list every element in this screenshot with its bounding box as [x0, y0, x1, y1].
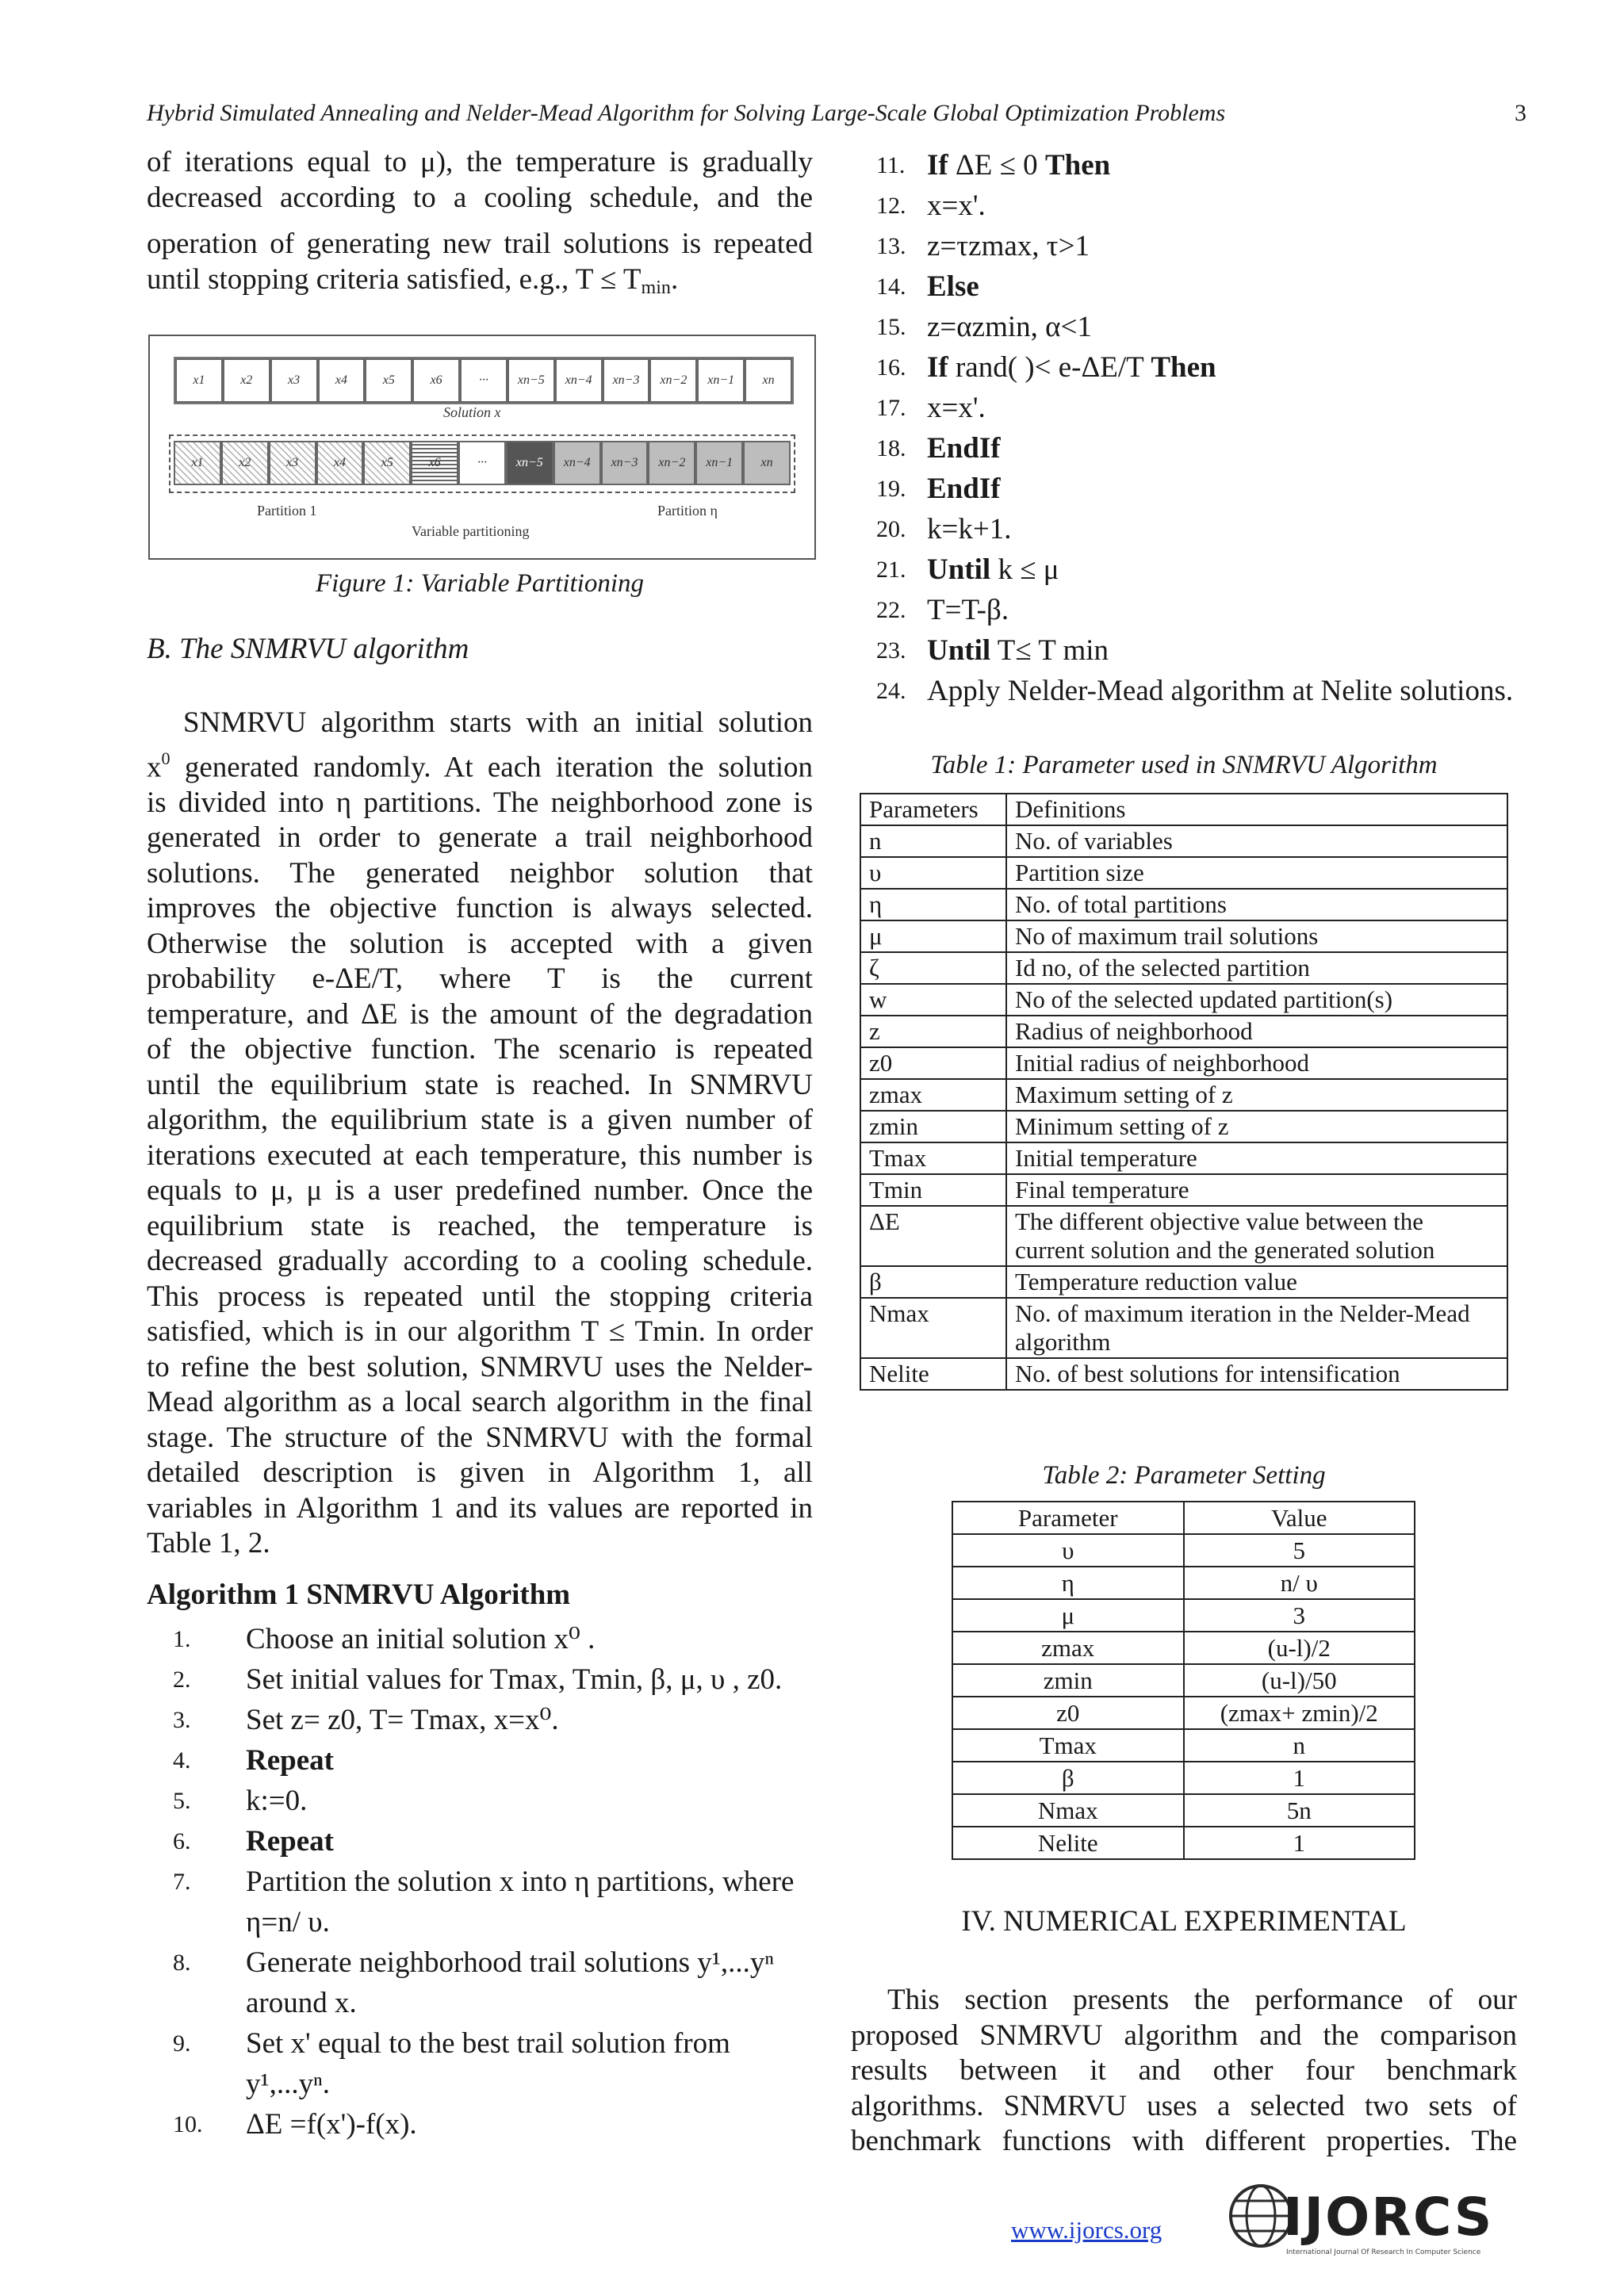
section4-text	[851, 1983, 1517, 2160]
table-cell: No of maximum trail solutions	[1006, 920, 1507, 952]
algo-step-number: 1.	[173, 1626, 191, 1652]
table-cell: No of the selected updated partition(s)	[1006, 984, 1507, 1016]
algo-step-text: z=τzmax, τ>1	[927, 230, 1090, 262]
s4-line: algorithms. SNMRVU uses a selected two sets of	[851, 2089, 1517, 2122]
para-line: satisfied, which is in our algorithm T ≤ Tmin. In order	[147, 1315, 813, 1349]
table-row	[860, 984, 1507, 1016]
algo-step-text: Set x' equal to the best trail solution from	[246, 2027, 730, 2060]
table-row	[952, 1599, 1415, 1632]
table-cell: 1	[1184, 1762, 1415, 1794]
algo-step-number: 14.	[876, 274, 906, 300]
table1-caption: Table 1: Parameter used in SNMRVU Algorithm	[930, 751, 1438, 779]
partitioned-row	[174, 441, 791, 485]
algo-step	[876, 590, 1526, 630]
algo-step	[876, 347, 1526, 388]
table-cell: Minimum setting of z	[1006, 1111, 1507, 1142]
table-cell: υ	[860, 857, 1006, 889]
algo-step-number: 23.	[876, 637, 906, 664]
table-row	[952, 1664, 1415, 1697]
algo-step	[876, 509, 1526, 549]
figure-cell: x3	[269, 441, 316, 485]
algo-step	[173, 1862, 823, 1902]
table2	[952, 1501, 1415, 1860]
figure-cell: x5	[363, 441, 411, 485]
algo-step-number: 9.	[173, 2030, 191, 2057]
table-cell: Initial temperature	[1006, 1142, 1507, 1174]
table-cell: β	[860, 1266, 1006, 1298]
solution-row	[174, 357, 794, 404]
table-cell: n/ υ	[1184, 1567, 1415, 1599]
table-row	[952, 1502, 1415, 1534]
table-cell: zmin	[860, 1111, 1006, 1142]
table-cell: η	[952, 1567, 1184, 1599]
table-row	[952, 1827, 1415, 1859]
algo-step-text: EndIf	[927, 473, 1001, 505]
algo-step-text: Set initial values for Tmax, Tmin, β, μ, υ , z0.	[246, 1663, 783, 1696]
table-cell: w	[860, 984, 1006, 1016]
table-cell: β	[952, 1762, 1184, 1794]
algo-step-text: z=αzmin, α<1	[927, 311, 1092, 343]
figure-cell: x1	[175, 358, 223, 403]
algo-step-number: 6.	[173, 1828, 191, 1854]
para-line: generated in order to generate a trail neighborhood	[147, 821, 813, 855]
algo-step-number: 7.	[173, 1869, 191, 1895]
algo-step-text: Until T≤ T min	[927, 634, 1109, 667]
table-cell: η	[860, 889, 1006, 920]
table-cell: zmin	[952, 1664, 1184, 1697]
solution-label: Solution x	[443, 404, 501, 420]
table-cell: μ	[952, 1599, 1184, 1632]
table-cell: Final temperature	[1006, 1174, 1507, 1206]
algo-step-number: 3.	[173, 1707, 191, 1733]
table-cell: n	[860, 825, 1006, 857]
algo-step-number	[173, 1902, 246, 1942]
table-cell: (u-l)/2	[1184, 1632, 1415, 1664]
s4-line: proposed SNMRVU algorithm and the comparison	[851, 2019, 1517, 2052]
table-cell: Nmax	[860, 1298, 1006, 1358]
algo-step-text: Partition the solution x into η partitions, where	[246, 1866, 795, 1898]
algo-step-text: Repeat	[246, 1744, 334, 1777]
table-row	[952, 1567, 1415, 1599]
algo-step	[173, 1781, 823, 1821]
table-cell: The different objective value between the current solution and the generated solution	[1006, 1206, 1507, 1266]
figure-cell: x4	[316, 441, 364, 485]
para-line: algorithm, the equilibrium state is a given number of	[147, 1104, 813, 1137]
table-cell: Temperature reduction value	[1006, 1266, 1507, 1298]
algo-step-text: Set z= z0, T= Tmax, x=x⁰.	[246, 1704, 559, 1736]
table-cell: Initial radius of neighborhood	[1006, 1047, 1507, 1079]
algorithm-title: Algorithm 1 SNMRVU Algorithm	[147, 1578, 571, 1611]
algo-step-number: 16.	[876, 354, 906, 381]
table-row	[952, 1794, 1415, 1827]
figure-cell: x3	[270, 358, 318, 403]
algo-step	[876, 428, 1526, 469]
table-cell: No. of variables	[1006, 825, 1507, 857]
algo-step-text: Generate neighborhood trail solutions y¹,...yⁿ	[246, 1946, 774, 1979]
algo-step-text: y¹,...yⁿ.	[246, 2068, 330, 2100]
algo-step-number: 22.	[876, 597, 906, 623]
algo-step-number: 21.	[876, 557, 906, 583]
figure-cell: x6	[411, 441, 458, 485]
table-row	[860, 1266, 1507, 1298]
journal-logo	[1213, 2172, 1499, 2267]
algo-step-text: Repeat	[246, 1825, 334, 1858]
algo-step	[876, 671, 1526, 711]
algo-step	[173, 1942, 823, 1983]
algo-step-number: 8.	[173, 1950, 191, 1976]
algo-step-number: 12.	[876, 193, 906, 219]
figure-cell: xn−2	[649, 358, 697, 403]
algo-step	[876, 226, 1526, 266]
figure-cell: x6	[412, 358, 460, 403]
table-cell: Id no, of the selected partition	[1006, 952, 1507, 984]
page-number: 3	[1515, 100, 1526, 126]
figure-cell: xn−2	[648, 441, 695, 485]
figure-cell: xn−1	[697, 358, 745, 403]
logo-subtitle: International Journal Of Research In Computer Science	[1286, 2248, 1481, 2256]
algo-step	[876, 469, 1526, 509]
figure-cell: ···	[458, 441, 506, 485]
intro-line: decreased according to a cooling schedule, and the	[147, 181, 813, 214]
table-cell: Partition size	[1006, 857, 1507, 889]
para-line: variables in Algorithm 1 and its values are reported in	[147, 1491, 813, 1525]
table-row	[860, 1142, 1507, 1174]
algo-step-text: η=n/ υ.	[246, 1906, 330, 1938]
para-line: probability e-ΔE/T, where T is the current	[147, 962, 813, 996]
para-line: until the equilibrium state is reached. In SNMRVU	[147, 1068, 813, 1101]
table1	[860, 793, 1508, 1391]
para-line: is divided into η partitions. The neighborhood zone is	[147, 786, 813, 819]
algo-step-number: 19.	[876, 476, 906, 502]
algo-step-text: x=x'.	[927, 189, 986, 222]
algo-step	[876, 266, 1526, 307]
table-cell: Tmax	[860, 1142, 1006, 1174]
algo-step-number: 11.	[876, 152, 906, 178]
algo-step	[173, 2104, 823, 2145]
table-cell: υ	[952, 1534, 1184, 1567]
figure-cell: xn−5	[506, 441, 553, 485]
table-row	[860, 857, 1507, 889]
algo-step	[876, 549, 1526, 590]
table-row	[860, 952, 1507, 984]
algo-step-number: 2.	[173, 1667, 191, 1693]
table-cell: zmax	[860, 1079, 1006, 1111]
intro-line-last: until stopping criteria satisfied, e.g., $T \le T_{min}$.	[147, 262, 679, 298]
intro-line: of iterations equal to μ), the temperature is gradually	[147, 146, 813, 178]
table-cell: ΔE	[860, 1206, 1006, 1266]
algo-step-text: Until k ≤ μ	[927, 553, 1059, 586]
algo-step-text: Else	[927, 270, 979, 303]
header-title: Hybrid Simulated Annealing and Nelder-Mead Algorithm for Solving Large-Scale Global Optimization Problems	[147, 100, 1226, 126]
intro-line: operation of generating new trail solutions is repeated	[147, 228, 813, 260]
table-cell: Nmax	[952, 1794, 1184, 1827]
algo-step-number: 24.	[876, 678, 906, 704]
table-row	[952, 1632, 1415, 1664]
table-cell: Parameters	[860, 794, 1006, 825]
table-cell: 5n	[1184, 1794, 1415, 1827]
table-cell: n	[1184, 1729, 1415, 1762]
table-cell: Definitions	[1006, 794, 1507, 825]
algo-step-text: T=T-β.	[927, 594, 1009, 626]
para-line: to refine the best solution, SNMRVU uses the Nelder-	[147, 1350, 813, 1383]
algo-step	[876, 186, 1526, 226]
para-line: equilibrium state is reached, the temperature is	[147, 1209, 813, 1242]
figure-cell: xn−4	[553, 441, 601, 485]
table-row	[952, 1729, 1415, 1762]
para-line: equals to μ, μ is a user predefined number. Once the	[147, 1174, 813, 1207]
partition-1-label: Partition 1	[257, 503, 317, 519]
algo-step-number: 13.	[876, 233, 906, 259]
algo-step-number	[173, 1983, 246, 2023]
table-row	[860, 1047, 1507, 1079]
table-cell: 3	[1184, 1599, 1415, 1632]
table-cell: Value	[1184, 1502, 1415, 1534]
s4-line: results between it and other four benchmark	[851, 2054, 1517, 2087]
para-line: Table 1, 2.	[147, 1527, 270, 1560]
table-cell: No. of best solutions for intensification	[1006, 1358, 1507, 1390]
algo-step	[173, 1700, 823, 1740]
running-header	[147, 100, 1526, 127]
intro-text	[147, 145, 813, 305]
s4-line: benchmark functions with different properties. The	[851, 2125, 1517, 2157]
algo-step	[173, 1902, 823, 1942]
table-cell: (zmax+ zmin)/2	[1184, 1697, 1415, 1729]
algo-step-number: 18.	[876, 435, 906, 461]
algo-step	[876, 630, 1526, 671]
algo-step	[173, 1821, 823, 1862]
table-cell: μ	[860, 920, 1006, 952]
algo-step	[876, 145, 1526, 186]
figure-caption: Figure 1: Variable Partitioning	[316, 569, 644, 598]
table-cell: zmax	[952, 1632, 1184, 1664]
table-cell: z0	[952, 1697, 1184, 1729]
figure-cell: xn−3	[601, 441, 649, 485]
variable-partitioning-figure	[148, 335, 816, 560]
algo-step-number	[173, 2064, 246, 2104]
table-cell: Radius of neighborhood	[1006, 1016, 1507, 1047]
partition-eta-label: Partition η	[657, 503, 718, 519]
table-row	[860, 920, 1507, 952]
algo-step-text: k:=0.	[246, 1785, 308, 1817]
table-row	[860, 1358, 1507, 1390]
table-cell: Nelite	[860, 1358, 1006, 1390]
para-line: $x^0$ generated randomly. At each iteration the solution	[147, 748, 813, 784]
figure-cell: x5	[365, 358, 412, 403]
table-cell: No. of maximum iteration in the Nelder-Mead algorithm	[1006, 1298, 1507, 1358]
table-row	[952, 1534, 1415, 1567]
algo-step	[173, 1983, 823, 2023]
figure-cell: x1	[174, 441, 221, 485]
section-heading-iv: IV. NUMERICAL EXPERIMENTAL	[961, 1905, 1407, 1938]
para-line: solutions. The generated neighbor solution that	[147, 856, 813, 890]
table-row	[860, 1174, 1507, 1206]
para-line: SNMRVU algorithm starts with an initial solution	[183, 706, 813, 739]
table-row	[860, 825, 1507, 857]
figure-cell: ···	[460, 358, 508, 403]
journal-link[interactable]: www.ijorcs.org	[1011, 2216, 1162, 2244]
algo-step-number: 17.	[876, 395, 906, 421]
algorithm-description	[147, 706, 813, 1562]
algorithm-steps-left	[173, 1619, 823, 2145]
para-line: improves the objective function is always selected.	[147, 892, 813, 925]
table-row	[860, 889, 1507, 920]
algo-step-text: If rand( )< e-ΔE/T Then	[927, 351, 1216, 384]
algo-step-text: ΔE =f(x')-f(x).	[246, 2108, 417, 2141]
table-row	[952, 1762, 1415, 1794]
algo-step-number: 15.	[876, 314, 906, 340]
algo-step-number: 20.	[876, 516, 906, 542]
table-cell: z0	[860, 1047, 1006, 1079]
logo-text: IJORCS	[1283, 2187, 1494, 2248]
table-cell: 1	[1184, 1827, 1415, 1859]
figure-cell: x4	[318, 358, 366, 403]
figure-cell: xn	[743, 441, 791, 485]
algo-step	[173, 2023, 823, 2064]
table2-caption: Table 2: Parameter Setting	[1042, 1461, 1326, 1490]
table-cell: 5	[1184, 1534, 1415, 1567]
algo-step-text: k=k+1.	[927, 513, 1012, 545]
para-line: This process is repeated until the stopping criteria	[147, 1280, 813, 1313]
algo-step	[173, 1659, 823, 1700]
table-cell: No. of total partitions	[1006, 889, 1507, 920]
para-line: stage. The structure of the SNMRVU with the formal	[147, 1421, 813, 1454]
table-row	[952, 1697, 1415, 1729]
algo-step-text: Choose an initial solution x⁰ .	[246, 1623, 596, 1655]
table-row	[860, 1016, 1507, 1047]
table-row	[860, 1111, 1507, 1142]
figure-cell: xn−5	[508, 358, 555, 403]
figure-cell: xn−4	[555, 358, 603, 403]
para-line: decreased gradually according to a cooling schedule.	[147, 1245, 813, 1278]
algo-step	[173, 2064, 823, 2104]
table-row	[860, 1298, 1507, 1358]
algo-step	[876, 388, 1526, 428]
algo-step-text: around x.	[246, 1987, 357, 2019]
table-cell: Nelite	[952, 1827, 1184, 1859]
algorithm-steps-right	[876, 145, 1526, 711]
section-heading-b: B. The SNMRVU algorithm	[147, 633, 469, 665]
table-row	[860, 794, 1507, 825]
figure-cell: xn	[745, 358, 792, 403]
s4-line: This section presents the performance of our	[887, 1984, 1517, 2016]
para-line: detailed description is given in Algorithm 1, all	[147, 1456, 813, 1490]
algo-step-number: 5.	[173, 1788, 191, 1814]
table-cell: ζ	[860, 952, 1006, 984]
algo-step-number: 10.	[173, 2111, 203, 2137]
algo-step-text: Apply Nelder-Mead algorithm at Nelite solutions.	[927, 675, 1514, 707]
algo-step	[173, 1619, 823, 1659]
algo-step-number: 4.	[173, 1747, 191, 1774]
para-line: Mead algorithm as a local search algorithm in the final	[147, 1386, 813, 1419]
table-cell: z	[860, 1016, 1006, 1047]
para-line: temperature, and ΔE is the amount of the degradation	[147, 997, 813, 1031]
figure-cell: xn−3	[603, 358, 650, 403]
algo-step	[876, 307, 1526, 347]
para-line: of the objective function. The scenario is repeated	[147, 1033, 813, 1066]
figure-cell: x2	[223, 358, 270, 403]
table-cell: Tmin	[860, 1174, 1006, 1206]
table-row	[860, 1079, 1507, 1111]
table-cell: Tmax	[952, 1729, 1184, 1762]
table-row	[860, 1206, 1507, 1266]
algo-step-text: If ΔE ≤ 0 Then	[927, 149, 1111, 182]
algo-step-text: EndIf	[927, 432, 1001, 465]
table-cell: Maximum setting of z	[1006, 1079, 1507, 1111]
para-line: Otherwise the solution is accepted with a given	[147, 927, 813, 960]
algo-step	[173, 1740, 823, 1781]
algo-step-text: x=x'.	[927, 392, 986, 424]
table-cell: Parameter	[952, 1502, 1184, 1534]
figure-cell: x2	[221, 441, 269, 485]
figure-cell: xn−1	[695, 441, 743, 485]
variable-partitioning-label: Variable partitioning	[412, 523, 530, 539]
table-cell: (u-l)/50	[1184, 1664, 1415, 1697]
para-line: iterations executed at each temperature, this number is	[147, 1138, 813, 1172]
